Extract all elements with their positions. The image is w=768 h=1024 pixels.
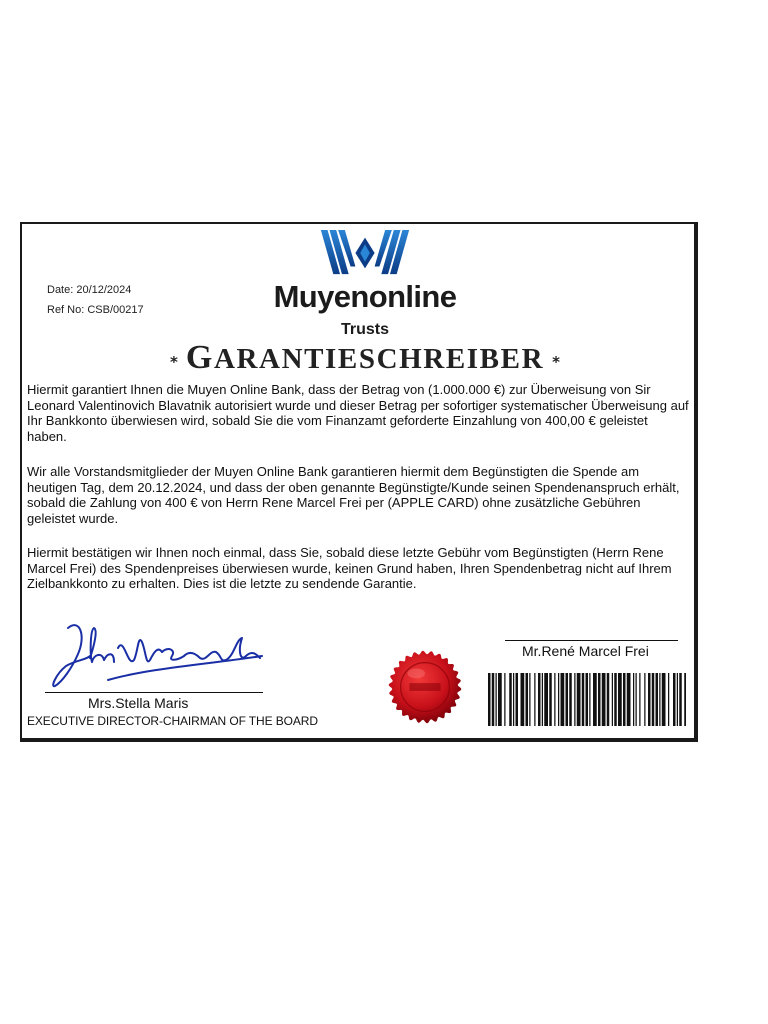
bank-logo-subtitle: Trusts — [340, 321, 389, 338]
barcode-bar — [598, 673, 601, 726]
barcode-bar — [498, 673, 502, 726]
barcode-bar — [652, 673, 655, 726]
letter-date: Date: 20/12/2024 — [47, 284, 132, 296]
barcode-icon — [487, 673, 687, 726]
guarantee-letter — [20, 222, 698, 742]
barcode-bar — [659, 673, 660, 726]
barcode-bar — [639, 673, 640, 726]
title-mark-right: * — [552, 353, 560, 371]
barcode-bar — [589, 673, 590, 726]
barcode-bar — [554, 673, 555, 726]
barcode-bar — [668, 673, 669, 726]
barcode-bar — [521, 673, 525, 726]
barcode-bar — [586, 673, 589, 726]
barcode-bar — [633, 673, 634, 726]
barcode-bar — [488, 673, 491, 726]
body-paragraph-3: Hiermit bestätigen wir Ihnen noch einmal, dass Sie, sobald diese letzte Gebühr vom Begünstigten (Herrn Rene Marcel Frei) des Spendenpreises überwiesen wurde, keinen Grund haben, Ihren Spendenbetrag nicht auf Ihrem Zielbankkonto zu erhalten. Dies ist die letzte zu sendende Garantie. — [27, 545, 672, 592]
barcode-bar — [504, 673, 505, 726]
barcode-bar — [516, 673, 519, 726]
barcode-bar — [509, 673, 512, 726]
barcode-bar — [679, 673, 682, 726]
barcode-bar — [602, 673, 606, 726]
barcode-bar — [648, 673, 651, 726]
barcode-bar — [574, 673, 575, 726]
barcode-bar — [662, 673, 666, 726]
barcode-bar — [529, 673, 530, 726]
barcode-bar — [636, 673, 637, 726]
handwritten-signature — [50, 616, 265, 692]
barcode-bar — [577, 673, 581, 726]
barcode-bar — [612, 673, 613, 726]
barcode-bar — [558, 673, 559, 726]
barcode-bar — [684, 673, 686, 726]
body-paragraph-1: Hiermit garantiert Ihnen die Muyen Online Bank, dass der Betrag von (1.000.000 €) zur Überweisung von Sir Leonard Valentinovich Blavatnik autorisiert wurde und dieser Betrag per sofortiger systematischer Überweisung auf Ihr Bankkonto überwiesen wird, sobald Sie die vom Finanzamt geforderte Einzahlung von 400,00 € geleistet haben. — [27, 382, 689, 444]
barcode-bar — [561, 673, 565, 726]
signatory-name-left: Mrs.Stella Maris — [88, 695, 189, 711]
barcode-bar — [582, 673, 585, 726]
barcode-bar — [673, 673, 676, 726]
barcode-bar — [677, 673, 678, 726]
barcode-bar — [607, 673, 610, 726]
signatory-role-left: EXECUTIVE DIRECTOR-CHAIRMAN OF THE BOARD — [27, 714, 318, 728]
barcode-bar — [618, 673, 622, 726]
barcode-bar — [627, 673, 631, 726]
barcode-bar — [513, 673, 514, 726]
signatory-name-right: Mr.René Marcel Frei — [522, 643, 649, 659]
reference-number: Ref No: CSB/00217 — [47, 304, 144, 316]
letter-title-row — [150, 339, 580, 377]
barcode-bar — [538, 673, 541, 726]
barcode-bar — [526, 673, 529, 726]
signature-line-left — [45, 692, 263, 693]
barcode-bar — [593, 673, 597, 726]
barcode-bar — [569, 673, 572, 726]
signature-line-right — [505, 640, 678, 641]
title-mark-left: * — [170, 353, 178, 371]
letter-title: GARANTIESCHREIBER — [185, 339, 545, 376]
chevron-wing-logo-icon — [317, 227, 413, 279]
barcode-bar — [542, 673, 543, 726]
barcode-bar — [496, 673, 497, 726]
barcode-bar — [549, 673, 552, 726]
body-paragraph-2: Wir alle Vorstandsmitglieder der Muyen Online Bank garantieren hiermit dem Begünstigten die Spende am heutigen Tag, dem 20.12.2024, und dass der oben genannte Begünstigte/Kunde seinen Spendenanspruch erhält, sobald die Zahlung von 400 € von Herrn Rene Marcel Frei per (APPLE CARD) ohne zusätzliche Gebühren geleistet wurde. — [27, 464, 680, 526]
barcode-bar — [492, 673, 495, 726]
barcode-bar — [566, 673, 569, 726]
seal-highlight — [407, 668, 425, 678]
barcode-bar — [534, 673, 535, 726]
seal-center-band — [409, 683, 440, 691]
barcode-bar — [614, 673, 617, 726]
barcode-bar — [644, 673, 645, 726]
wax-seal-icon — [386, 648, 464, 726]
barcode-bar — [656, 673, 659, 726]
barcode-bar — [544, 673, 548, 726]
barcode-bar — [623, 673, 626, 726]
bank-logo-wordmark: Muyenonline — [273, 279, 457, 314]
